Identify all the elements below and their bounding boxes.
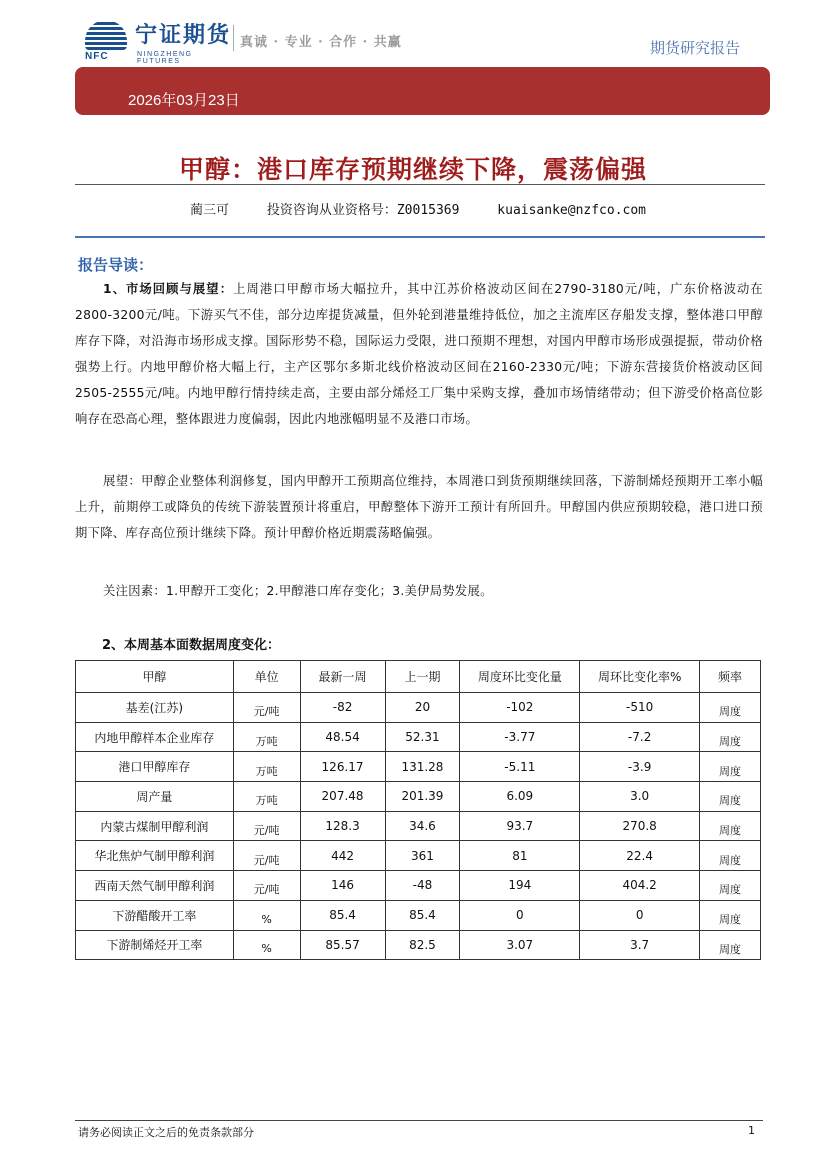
divider: [75, 236, 765, 238]
paragraph-text: 上周港口甲醇市场大幅拉升，其中江苏价格波动区间在2790-3180元/吨，广东价格波动在2800-3200元/吨。下游买气不佳，部分边库提货减量，但外轮到港量维持低位，加之主流库区存船发支撑，整体港口甲醇库存下降，对沿海市场形成支撑。国际形势不稳，国际运力受限，进口预期不理想，对国内甲醇市场形成强提振，带动价格强势上行。内地甲醇价格大幅上行，主产区鄂尔多斯北线价格波动区间在2160-2330元/吨；下游东营接货价格波动区间2505-2555元/吨。内地甲醇行情持续走高，主要由部分烯烃工厂集中采购支撑，叠加市场情绪带动；但下游受价格高位影响存在恐高心理，整体跟进力度偏弱，因此内地涨幅明显不及港口市场。: [75, 282, 763, 426]
table-cell: -5.11: [460, 752, 580, 782]
table-cell: 442: [300, 841, 385, 871]
table-cell: 48.54: [300, 722, 385, 752]
report-type: 期货研究报告: [650, 39, 741, 57]
brand-name: 宁证期货: [135, 22, 232, 48]
table-cell: 周产量: [76, 782, 234, 812]
column-header: 最新一周: [300, 661, 385, 693]
table-cell: 85.4: [300, 900, 385, 930]
table-cell: 270.8: [580, 811, 700, 841]
company-logo: [85, 20, 232, 65]
table-cell: 126.17: [300, 752, 385, 782]
table-cell: 华北焦炉气制甲醇利润: [76, 841, 234, 871]
table-cell: 85.57: [300, 930, 385, 960]
table-cell: 内地甲醇样本企业库存: [76, 722, 234, 752]
table-cell: 港口甲醇库存: [76, 752, 234, 782]
table-cell: 0: [580, 900, 700, 930]
table-cell: 元/吨: [233, 871, 300, 901]
table-cell: 22.4: [580, 841, 700, 871]
table-cell: 20: [385, 693, 460, 723]
table-cell: 西南天然气制甲醇利润: [76, 871, 234, 901]
page-title: 甲醇：港口库存预期继续下降，震荡偏强: [178, 155, 647, 184]
table-row: [76, 900, 761, 930]
table-cell: 周度: [700, 782, 761, 812]
paragraph-factors: 关注因素：1.甲醇开工变化；2.甲醇港口库存变化；3.美伊局势发展。: [103, 584, 493, 598]
table-cell: 下游醋酸开工率: [76, 900, 234, 930]
table-row: [76, 693, 761, 723]
table-cell: 基差(江苏): [76, 693, 234, 723]
table-cell: 85.4: [385, 900, 460, 930]
table-cell: 万吨: [233, 722, 300, 752]
data-table: [75, 660, 761, 960]
paragraph-outlook: 展望：甲醇企业整体利润修复，国内甲醇开工预期高位维持，本周港口到货预期继续回落，下游制烯烃预期开工率小幅上升，前期停工或降负的传统下游装置预计将重启，甲醇整体下游开工预计有所回升。甲醇国内供应预期较稳，港口进口预期下降、库存高位预计继续下降。预计甲醇价格近期震荡略偏强。: [75, 474, 763, 540]
table-cell: -48: [385, 871, 460, 901]
table-cell: 6.09: [460, 782, 580, 812]
table-row: [76, 782, 761, 812]
table-cell: 0: [460, 900, 580, 930]
table-cell: -7.2: [580, 722, 700, 752]
table-cell: 元/吨: [233, 841, 300, 871]
tagline: 真诚 · 专业 · 合作 · 共赢: [240, 35, 402, 50]
table-cell: 128.3: [300, 811, 385, 841]
divider: [75, 184, 765, 185]
footer-disclaimer: 请务必阅读正文之后的免责条款部分: [78, 1126, 254, 1139]
table-cell: 52.31: [385, 722, 460, 752]
report-date: 2026年03月23日: [128, 92, 240, 109]
table-cell: 周度: [700, 811, 761, 841]
table-row: [76, 752, 761, 782]
logo-abbr: NFC: [85, 51, 109, 62]
table-cell: 下游制烯烃开工率: [76, 930, 234, 960]
column-header: 周环比变化率%: [580, 661, 700, 693]
table-cell: 周度: [700, 752, 761, 782]
table-cell: 194: [460, 871, 580, 901]
column-header: 单位: [233, 661, 300, 693]
table-cell: -3.9: [580, 752, 700, 782]
table-cell: -102: [460, 693, 580, 723]
table-cell: 131.28: [385, 752, 460, 782]
table-cell: 3.0: [580, 782, 700, 812]
table-cell: 81: [460, 841, 580, 871]
section-heading: 报告导读：: [78, 256, 154, 274]
table-row: [76, 841, 761, 871]
divider: [75, 1120, 763, 1121]
globe-logo-icon: [85, 20, 127, 50]
paragraph-label: 1、市场回顾与展望：: [103, 282, 234, 296]
table-cell: 3.07: [460, 930, 580, 960]
table-row: [76, 811, 761, 841]
table-cell: 万吨: [233, 752, 300, 782]
table-cell: %: [233, 900, 300, 930]
table-cell: 207.48: [300, 782, 385, 812]
paragraph-market-review: [75, 276, 763, 432]
table-row: [76, 930, 761, 960]
column-header: 上一期: [385, 661, 460, 693]
table-row: [76, 871, 761, 901]
author-email[interactable]: kuaisanke@nzfco.com: [497, 203, 647, 218]
table-cell: 万吨: [233, 782, 300, 812]
table-cell: 周度: [700, 722, 761, 752]
table-cell: 周度: [700, 900, 761, 930]
table-cell: 元/吨: [233, 811, 300, 841]
table-cell: 82.5: [385, 930, 460, 960]
author-line: [190, 199, 668, 218]
divider: [233, 25, 234, 51]
table-cell: -82: [300, 693, 385, 723]
table-cell: 361: [385, 841, 460, 871]
column-header: 甲醇: [76, 661, 234, 693]
table-cell: -510: [580, 693, 700, 723]
table-cell: 周度: [700, 930, 761, 960]
table-cell: 201.39: [385, 782, 460, 812]
column-header: 周度环比变化量: [460, 661, 580, 693]
column-header: 频率: [700, 661, 761, 693]
table-cell: 146: [300, 871, 385, 901]
table-cell: 404.2: [580, 871, 700, 901]
table-cell: 93.7: [460, 811, 580, 841]
table-heading: 2、本周基本面数据周度变化：: [102, 638, 281, 653]
table-cell: 34.6: [385, 811, 460, 841]
table-cell: 3.7: [580, 930, 700, 960]
author-name: 蔺三可: [190, 203, 230, 218]
table-cell: 周度: [700, 841, 761, 871]
brand-name-en: NINGZHENG FUTURES: [137, 51, 193, 65]
table-cell: %: [233, 930, 300, 960]
page-number: 1: [748, 1124, 755, 1137]
author-license: 投资咨询从业资格号：Z0015369: [266, 203, 460, 218]
table-header-row: [76, 661, 761, 693]
table-cell: 元/吨: [233, 693, 300, 723]
table-cell: 周度: [700, 693, 761, 723]
table-row: [76, 722, 761, 752]
table-cell: 内蒙古煤制甲醇利润: [76, 811, 234, 841]
table-cell: 周度: [700, 871, 761, 901]
table-cell: -3.77: [460, 722, 580, 752]
